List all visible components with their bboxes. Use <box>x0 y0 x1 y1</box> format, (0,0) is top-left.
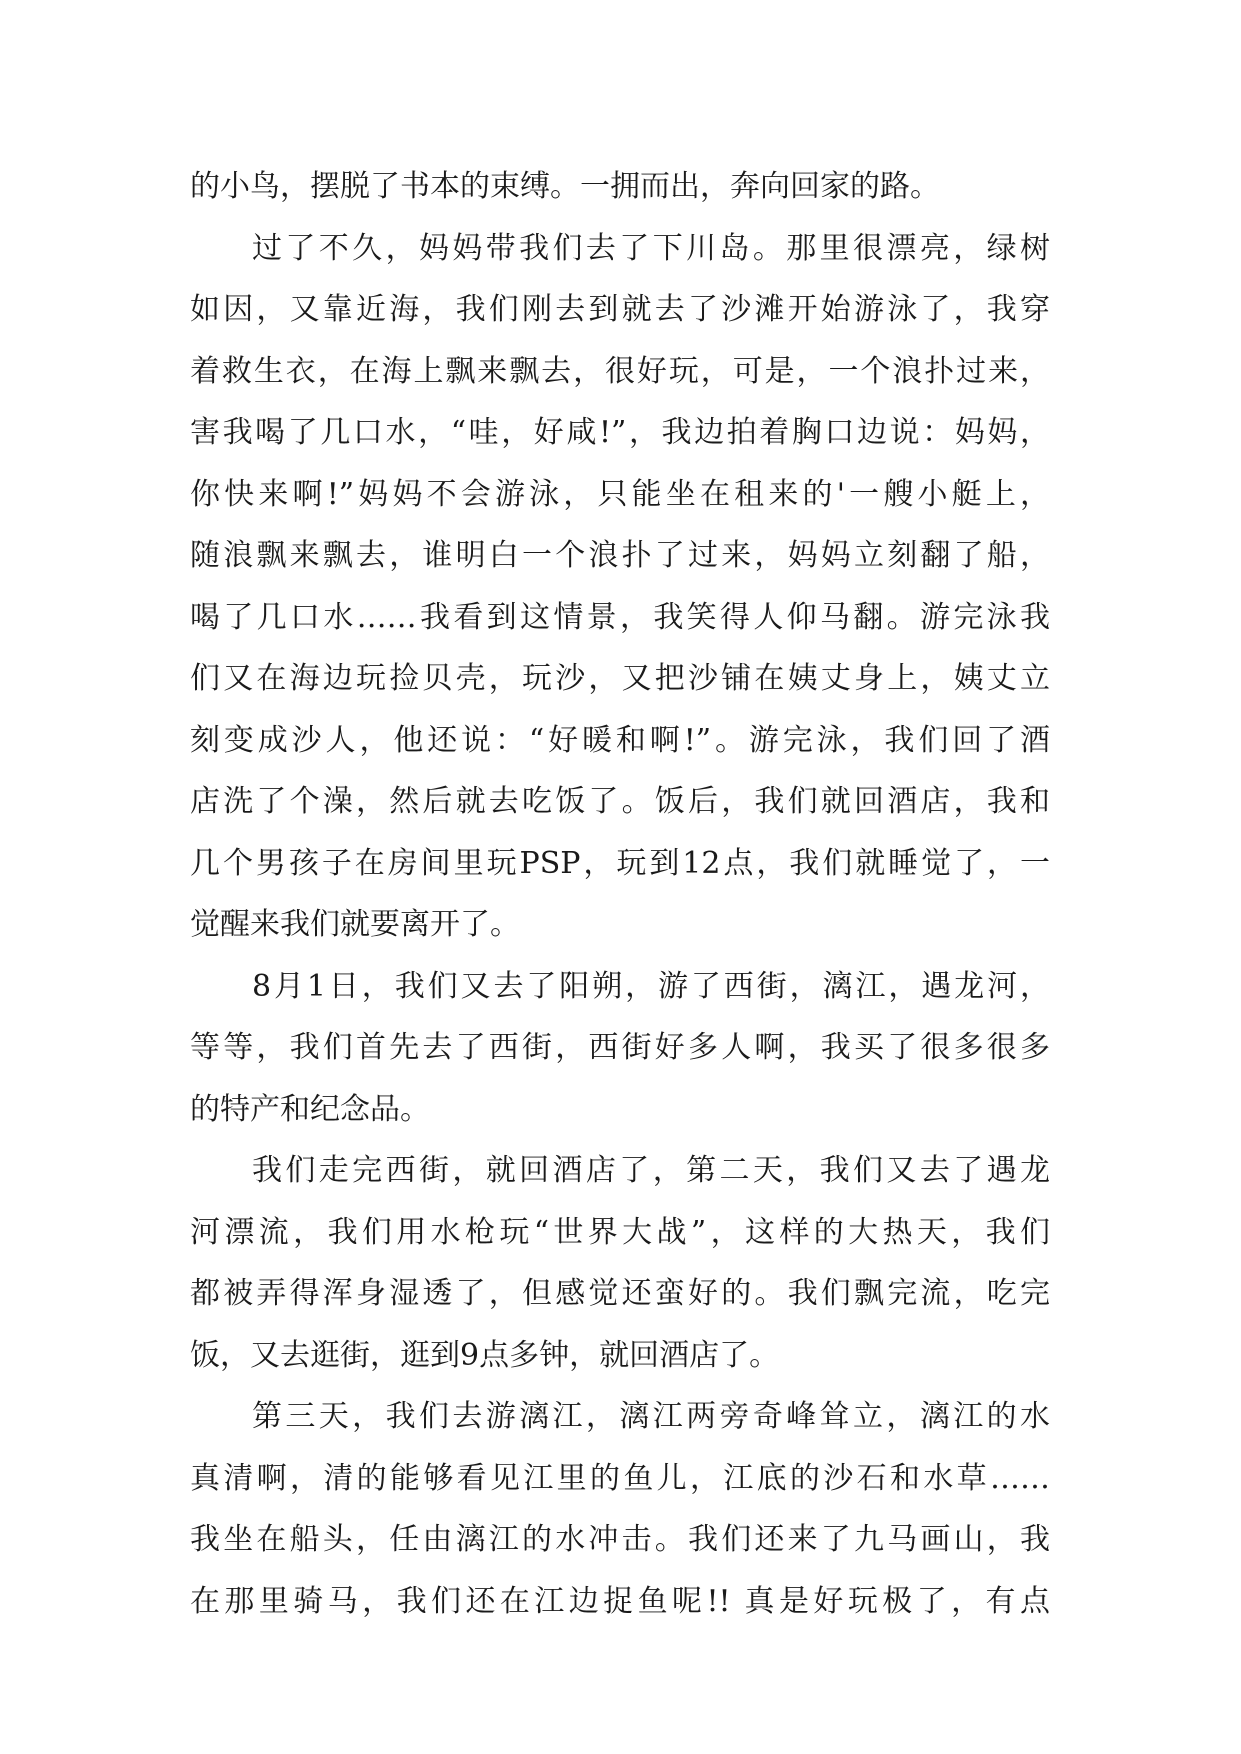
text-line: 如因，又靠近海，我们刚去到就去了沙滩开始游泳了，我穿 <box>190 292 1050 327</box>
text-line: 的特产和纪念品。 <box>190 1091 430 1127</box>
paragraph-first-line: 8月1日，我们又去了阳朔，游了西街，漓江，遇龙河， <box>252 968 1050 1004</box>
text-line: 们又在海边玩捡贝壳，玩沙，又把沙铺在姨丈身上，姨丈立 <box>190 661 1050 696</box>
text-line: 觉醒来我们就要离开了。 <box>190 907 520 942</box>
text-line: 害我喝了几口水，“哇，好咸!”，我边拍着胸口边说：妈妈， <box>190 415 1050 450</box>
text-line: 都被弄得浑身湿透了，但感觉还蛮好的。我们飘完流，吃完 <box>190 1276 1050 1311</box>
text-line: 我坐在船头，任由漓江的水冲击。我们还来了九马画山，我 <box>190 1522 1050 1557</box>
document-body <box>190 156 1050 1632</box>
paragraph-first-line: 过了不久，妈妈带我们去了下川岛。那里很漂亮，绿树 <box>252 230 1050 266</box>
text-line: 几个男孩子在房间里玩PSP，玩到12点，我们就睡觉了，一 <box>190 845 1050 881</box>
text-line: 你快来啊!”妈妈不会游泳，只能坐在租来的'一艘小艇上， <box>190 476 1050 512</box>
text-line: 真清啊，清的能够看见江里的鱼儿，江底的沙石和水草…… <box>190 1460 1050 1496</box>
text-line: 的小鸟，摆脱了书本的束缚。一拥而出，奔向回家的路。 <box>190 169 940 204</box>
text-line: 喝了几口水……我看到这情景，我笑得人仰马翻。游完泳我 <box>190 599 1050 635</box>
paragraph-first-line: 第三天，我们去游漓江，漓江两旁奇峰耸立，漓江的水 <box>252 1399 1050 1434</box>
text-line: 刻变成沙人，他还说：“好暖和啊!”。游完泳，我们回了酒 <box>190 722 1050 758</box>
text-line: 等等，我们首先去了西街，西街好多人啊，我买了很多很多 <box>190 1030 1050 1065</box>
text-line: 着救生衣，在海上飘来飘去，很好玩，可是，一个浪扑过来， <box>190 353 1050 389</box>
paragraph-first-line: 我们走完西街，就回酒店了，第二天，我们又去了遇龙 <box>252 1153 1050 1188</box>
text-line: 饭，又去逛街，逛到9点多钟，就回酒店了。 <box>190 1337 780 1373</box>
text-line: 随浪飘来飘去，谁明白一个浪扑了过来，妈妈立刻翻了船， <box>190 538 1050 573</box>
text-line: 在那里骑马，我们还在江边捉鱼呢!! 真是好玩极了，有点 <box>190 1583 1050 1619</box>
text-line: 河漂流，我们用水枪玩“世界大战”，这样的大热天，我们 <box>190 1214 1050 1250</box>
text-line: 店洗了个澡，然后就去吃饭了。饭后，我们就回酒店，我和 <box>190 784 1050 819</box>
